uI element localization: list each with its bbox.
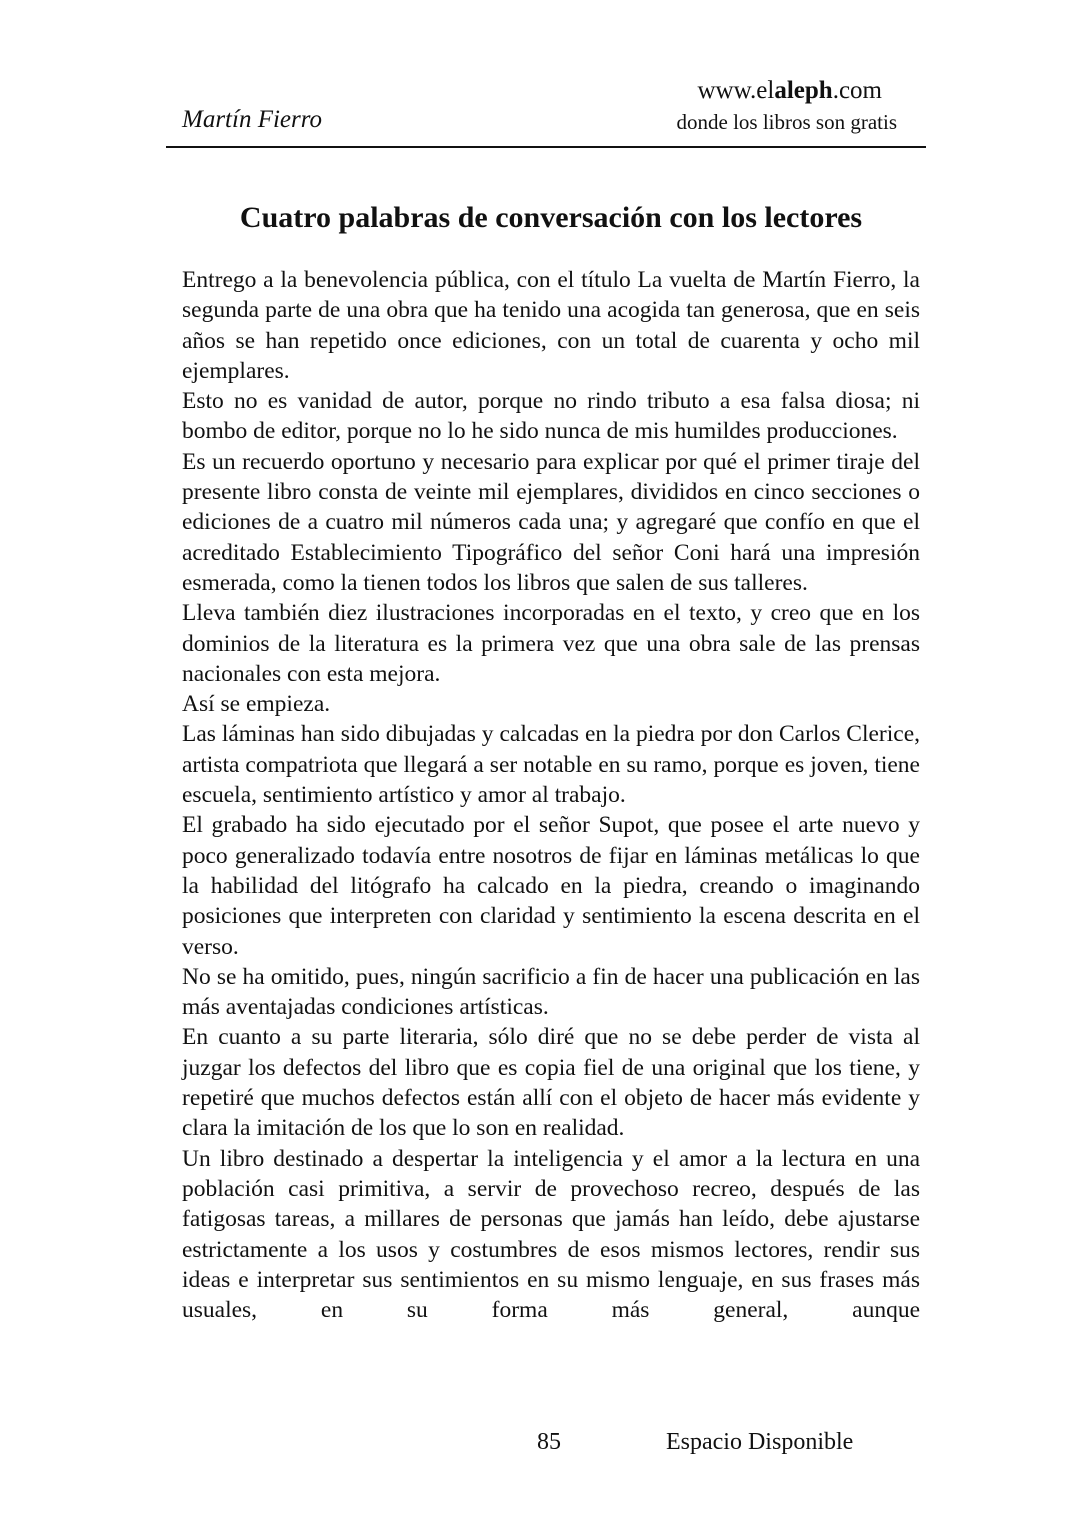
site-url-suffix: .com — [832, 77, 882, 104]
paragraph: Es un recuerdo oportuno y necesario para explicar por qué el primer tiraje del presente libro consta de veinte mil ejemplares, divididos en cinco secciones o ediciones de a cuatro mil números cada una; y agregaré que confío en que el acreditado Establecimiento Tipográfico del señor Coni hará una impresión esmerada, como la tienen todos los libros que salen de sus talleres. — [182, 448, 920, 596]
page-number: 85 — [537, 1429, 561, 1455]
site-tagline: donde los libros son gratis — [676, 110, 897, 134]
paragraph: Un libro destinado a despertar la inteligencia y el amor a la lectura en una población casi primitiva, a servir de provechoso recreo, después de las fatigosas tareas, a millares de personas que jamás han leído, debe ajustarse estrictamente a los usos y costumbres de esos mismos lectores, rendir sus ideas e interpretar sus sentimientos en su mismo lenguaje, en sus frases más usuales, en su forma más general, aunque — [182, 1145, 920, 1324]
site-url[interactable] — [698, 75, 883, 107]
paragraph: No se ha omitido, pues, ningún sacrificio a fin de hacer una publicación en las más aventajadas condiciones artísticas. — [182, 963, 920, 1021]
paragraph: Entrego a la benevolencia pública, con el título La vuelta de Martín Fierro, la segunda parte de una obra que ha tenido una acogida tan generosa, que en seis años se han repetido once ediciones, con un total de cuarenta y ocho mil ejemplares. — [182, 267, 920, 384]
paragraph: Las láminas han sido dibujadas y calcadas en la piedra por don Carlos Clerice, artista compatriota que llegará a ser notable en su ramo, porque es joven, tiene escuela, sentimiento artístico y amor al trabajo. — [182, 721, 920, 809]
header-divider — [166, 146, 926, 148]
paragraph: Así se empieza. — [182, 691, 331, 718]
site-url-prefix: www.el — [697, 77, 775, 104]
paragraph: En cuanto a su parte literaria, sólo diré que no se debe perder de vista al juzgar los defectos del libro que es copia fiel de una original que los tiene, y repetiré que muchos defectos están allí con el objeto de hacer más evidente y clara la imitación de los que lo son en realidad. — [182, 1024, 920, 1142]
paragraph: Lleva también diez ilustraciones incorporadas en el texto, y creo que en los dominios de la literatura es la primera vez que una obra sale de las prensas nacionales con esta mejora. — [182, 600, 920, 687]
book-title: Martín Fierro — [182, 106, 323, 133]
chapter-title: Cuatro palabras de conversación con los lectores — [239, 201, 863, 234]
body-text — [182, 265, 920, 1325]
footer-label: Espacio Disponible — [666, 1429, 854, 1455]
paragraph: El grabado ha sido ejecutado por el señor Supot, que posee el arte nuevo y poco generalizado todavía entre nosotros de fijar en láminas metálicas lo que la habilidad del litógrafo ha calcado en la piedra, creando o imaginando posiciones que interpreten con claridad y sentimiento la escena descrita en el verso. — [182, 812, 920, 960]
site-url-bold: aleph — [774, 77, 833, 104]
page-header — [166, 72, 926, 150]
paragraph: Esto no es vanidad de autor, porque no rindo tributo a esa falsa diosa; ni bombo de editor, porque no lo he sido nunca de mis humildes producciones. — [182, 388, 920, 445]
